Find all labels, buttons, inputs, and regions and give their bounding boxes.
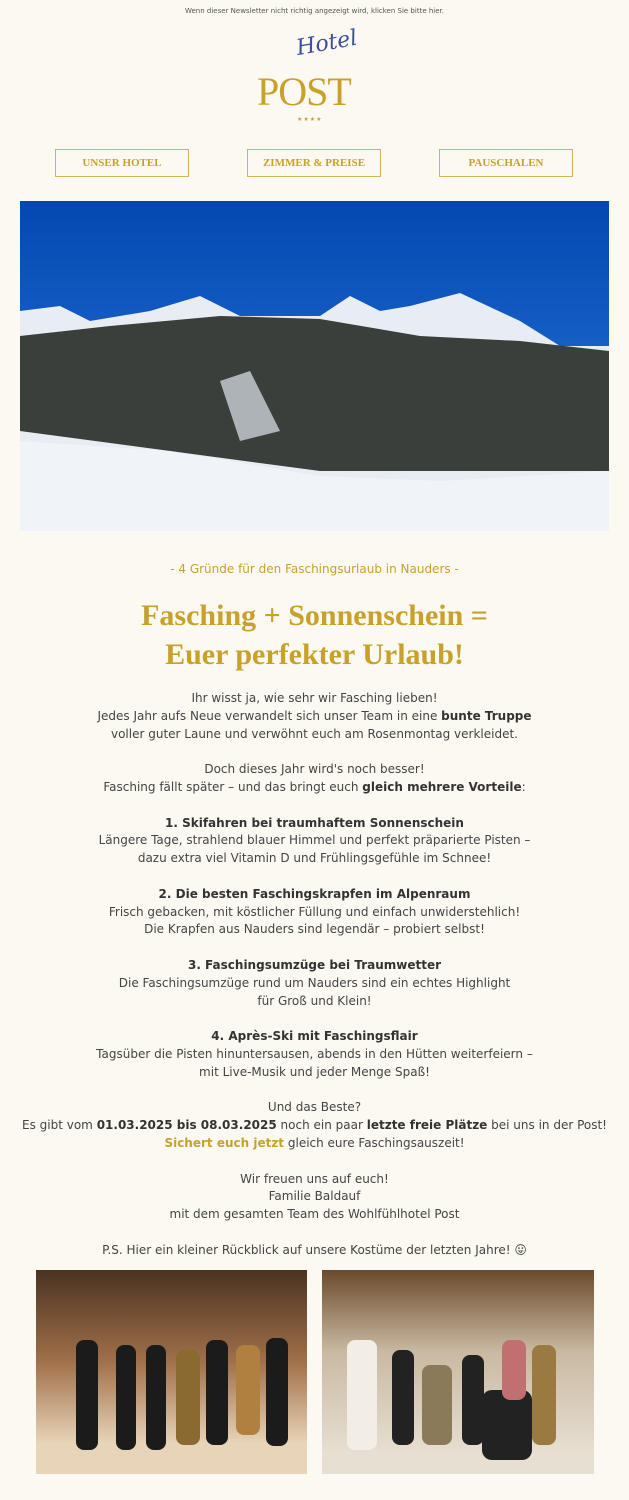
body-line bbox=[0, 690, 629, 708]
headline-line-2: Euer perfekter Urlaub! bbox=[165, 638, 464, 671]
body-spacer bbox=[0, 1082, 629, 1100]
bold-text: gleich mehrere Vorteile bbox=[362, 779, 522, 794]
body-line bbox=[0, 957, 629, 975]
body-line bbox=[0, 832, 629, 850]
body-spacer bbox=[0, 939, 629, 957]
bold-text: 01.03.2025 bis 08.03.2025 bbox=[96, 1118, 277, 1133]
text-segment: Doch dieses Jahr wird's noch besser! bbox=[204, 762, 425, 777]
body-line bbox=[0, 779, 629, 797]
text-segment: Jedes Jahr aufs Neue verwandelt sich unser Team in eine bbox=[97, 708, 442, 723]
nav-unser-hotel-button[interactable]: UNSER HOTEL bbox=[55, 149, 189, 177]
bold-text: 3. Faschingsumzüge bei Traumwetter bbox=[187, 957, 442, 972]
body-line bbox=[0, 850, 629, 868]
body-line bbox=[0, 1064, 629, 1082]
body-spacer bbox=[0, 743, 629, 761]
text-segment: Und das Beste? bbox=[267, 1100, 362, 1115]
body-line bbox=[0, 1242, 629, 1260]
bold-text: 1. Skifahren bei traumhaftem Sonnenschein bbox=[165, 815, 464, 830]
body-line bbox=[0, 1046, 629, 1064]
body-line bbox=[0, 1099, 629, 1117]
logo-stars: ★★★★ bbox=[297, 116, 323, 123]
body-spacer bbox=[0, 868, 629, 886]
text-segment: mit dem gesamten Team des Wohlfühlhotel Post bbox=[169, 1207, 460, 1222]
text-segment: P.S. Hier ein kleiner Rückblick auf unsere Kostüme der letzten Jahre! 😛 bbox=[102, 1242, 527, 1257]
logo-post: POST bbox=[257, 69, 351, 114]
text-segment: Die Krapfen aus Nauders sind legendär – probiert selbst! bbox=[144, 922, 485, 937]
book-now-link[interactable]: Sichert euch jetzt bbox=[164, 1135, 285, 1150]
bold-text: bunte Truppe bbox=[441, 708, 532, 723]
body-spacer bbox=[0, 1153, 629, 1171]
text-segment: gleich eure Faschingsauszeit! bbox=[284, 1135, 465, 1150]
text-segment: voller guter Laune und verwöhnt euch am Rosenmontag verkleidet. bbox=[110, 726, 518, 741]
costume-photo-2 bbox=[322, 1270, 594, 1474]
text-segment: mit Live-Musik und jeder Menge Spaß! bbox=[199, 1064, 430, 1079]
body-spacer bbox=[0, 797, 629, 815]
body-line bbox=[0, 815, 629, 833]
bold-text: 4. Après-Ski mit Faschingsflair bbox=[211, 1029, 418, 1044]
text-segment: dazu extra viel Vitamin D und Frühlingsgefühle im Schnee! bbox=[137, 851, 492, 866]
nav-zimmer-preise-button[interactable]: ZIMMER & PREISE bbox=[247, 149, 381, 177]
body-line bbox=[0, 1028, 629, 1046]
text-segment: bei uns in der Post! bbox=[487, 1118, 607, 1133]
body-spacer bbox=[0, 1224, 629, 1242]
logo-hotel: Hotel bbox=[294, 25, 360, 62]
text-segment: Es gibt vom bbox=[22, 1118, 97, 1133]
body-line bbox=[0, 975, 629, 993]
text-segment: Wir freuen uns auf euch! bbox=[240, 1171, 389, 1186]
body-spacer bbox=[0, 1010, 629, 1028]
body-line bbox=[0, 1135, 629, 1153]
bold-text: 2. Die besten Faschingskrapfen im Alpenraum bbox=[158, 886, 471, 901]
body-line bbox=[0, 904, 629, 922]
body-text bbox=[0, 690, 629, 1260]
body-line bbox=[0, 886, 629, 904]
nav-pauschalen-button[interactable]: PAUSCHALEN bbox=[439, 149, 573, 177]
hotel-post-logo[interactable] bbox=[255, 25, 375, 130]
body-line bbox=[0, 1117, 629, 1135]
section-kicker: - 4 Gründe für den Faschingsurlaub in Nauders - bbox=[170, 562, 459, 576]
bold-text: letzte freie Plätze bbox=[366, 1118, 488, 1133]
body-line bbox=[0, 993, 629, 1011]
preheader-link[interactable]: Wenn dieser Newsletter nicht richtig angezeigt wird, klicken Sie bitte hier. bbox=[184, 7, 444, 15]
body-line bbox=[0, 1171, 629, 1189]
body-line bbox=[0, 921, 629, 939]
costume-photo-1 bbox=[36, 1270, 307, 1474]
body-line bbox=[0, 1206, 629, 1224]
text-segment: Ihr wisst ja, wie sehr wir Fasching lieben! bbox=[191, 691, 438, 705]
body-line bbox=[0, 1188, 629, 1206]
text-segment: Die Faschingsumzüge rund um Nauders sind ein echtes Highlight bbox=[118, 975, 511, 990]
text-segment: Familie Baldauf bbox=[268, 1189, 361, 1204]
body-line bbox=[0, 708, 629, 726]
body-line bbox=[0, 726, 629, 744]
text-segment: Frisch gebacken, mit köstlicher Füllung und einfach unwiderstehlich! bbox=[108, 904, 521, 919]
text-segment: Längere Tage, strahlend blauer Himmel und perfekt präparierte Pisten – bbox=[98, 833, 531, 848]
text-segment: Fasching fällt später – und das bringt euch bbox=[103, 779, 363, 794]
text-segment: : bbox=[521, 779, 526, 794]
text-segment: Tagsüber die Pisten hinuntersausen, abends in den Hütten weiterfeiern – bbox=[96, 1046, 533, 1061]
hero-image-snowy-mountains bbox=[20, 201, 609, 531]
headline bbox=[0, 596, 629, 674]
text-segment: noch ein paar bbox=[276, 1118, 367, 1133]
headline-line-1: Fasching + Sonnenschein = bbox=[141, 599, 488, 632]
body-line bbox=[0, 761, 629, 779]
text-segment: für Groß und Klein! bbox=[257, 993, 372, 1008]
